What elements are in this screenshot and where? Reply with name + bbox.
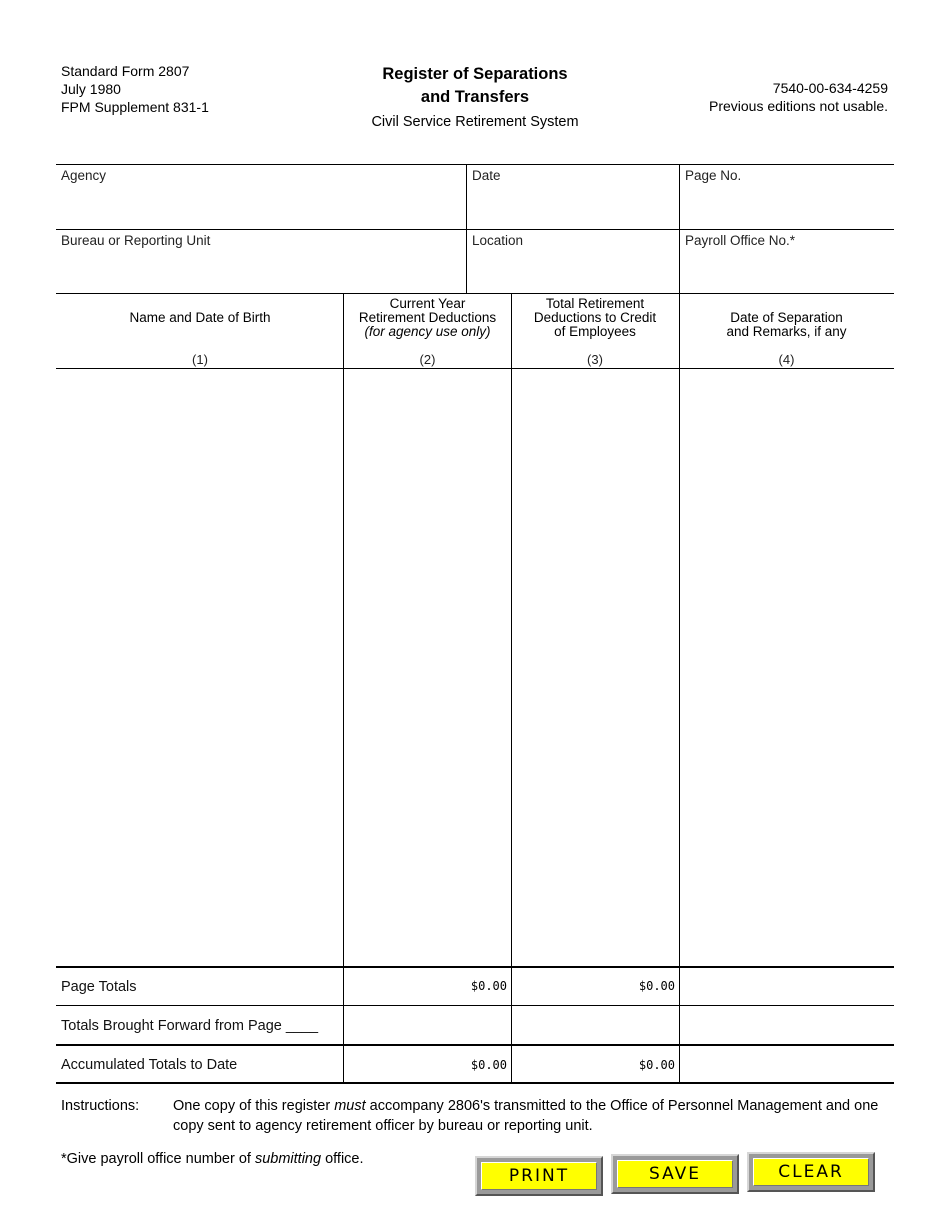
divider — [56, 229, 894, 230]
form-number: Standard Form 2807 — [61, 63, 190, 79]
form-date: July 1980 — [61, 81, 121, 97]
forward-total-retirement-field[interactable] — [514, 1008, 677, 1042]
divider — [56, 1044, 894, 1046]
location-field[interactable] — [469, 252, 675, 290]
payroll-office-field[interactable] — [682, 252, 892, 290]
column-number: (3) — [587, 352, 603, 367]
column-number: (2) — [419, 352, 436, 367]
supplement: FPM Supplement 831-1 — [61, 99, 209, 115]
date-label: Date — [472, 168, 501, 183]
divider — [56, 1005, 894, 1006]
divider — [511, 293, 512, 1083]
divider — [466, 164, 467, 293]
divider — [679, 293, 680, 1083]
page-totals-current-year: $0.00 — [470, 979, 507, 993]
accumulated-current-year: $0.00 — [470, 1058, 507, 1072]
location-label: Location — [472, 233, 524, 248]
total-retirement-entry-area[interactable] — [514, 371, 677, 964]
divider — [56, 966, 894, 968]
page-no-label: Page No. — [685, 168, 742, 183]
save-button[interactable] — [611, 1154, 739, 1194]
forward-totals-label: Totals Brought Forward from Page ____ — [61, 1018, 319, 1034]
divider — [56, 293, 894, 294]
form-title-block — [330, 63, 620, 130]
page-totals-total-retirement: $0.00 — [638, 979, 675, 993]
column-header-total-retirement: Total Retirement Deductions to Credit of Employees — [533, 296, 657, 339]
agency-field[interactable] — [58, 188, 462, 226]
forward-current-year-field[interactable] — [346, 1008, 509, 1042]
instructions-label: Instructions: — [61, 1098, 140, 1114]
names-entry-area[interactable] — [58, 371, 341, 964]
payroll-office-label: Payroll Office No.* — [685, 233, 796, 248]
subtitle: Civil Service Retirement System — [371, 114, 579, 130]
print-button-label: PRINT — [481, 1162, 597, 1190]
bureau-field[interactable] — [58, 252, 462, 290]
clear-button-label: CLEAR — [753, 1158, 869, 1186]
title-line-1: Register of Separations — [382, 65, 568, 83]
divider — [56, 368, 894, 369]
stock-number: 7540-00-634-4259 — [772, 80, 888, 96]
divider — [343, 293, 344, 1083]
footnote: *Give payroll office number of submitting office. — [61, 1151, 364, 1167]
accumulated-totals-label: Accumulated Totals to Date — [61, 1057, 238, 1073]
stock-info — [709, 79, 888, 115]
accumulated-total-retirement: $0.00 — [638, 1058, 675, 1072]
separation-entry-area[interactable] — [682, 371, 892, 964]
divider — [679, 164, 680, 293]
instructions-text: One copy of this register must accompany 2806's transmitted to the Office of Personnel Management and one copy sent to agency retirement officer by bureau or reporting unit. — [173, 1098, 879, 1134]
page-no-field[interactable] — [682, 188, 892, 226]
column-number: (1) — [192, 352, 208, 367]
column-header-name: Name and Date of Birth — [129, 310, 271, 325]
save-button-label: SAVE — [617, 1160, 733, 1188]
divider — [56, 1082, 894, 1084]
agency-label: Agency — [61, 168, 107, 183]
page-totals-label: Page Totals — [61, 979, 137, 995]
column-header-separation: Date of Separation and Remarks, if any — [726, 310, 847, 339]
divider — [56, 164, 894, 165]
editions-note: Previous editions not usable. — [709, 98, 888, 114]
column-header-current-year: Current Year Retirement Deductions (for agency use only) — [358, 296, 497, 339]
print-button[interactable] — [475, 1156, 603, 1196]
clear-button[interactable] — [747, 1152, 875, 1192]
current-year-entry-area[interactable] — [346, 371, 509, 964]
form-identification — [61, 62, 209, 116]
column-number: (4) — [778, 352, 795, 367]
date-field[interactable] — [469, 188, 675, 226]
title-line-2: and Transfers — [420, 88, 530, 106]
bureau-label: Bureau or Reporting Unit — [61, 233, 211, 248]
